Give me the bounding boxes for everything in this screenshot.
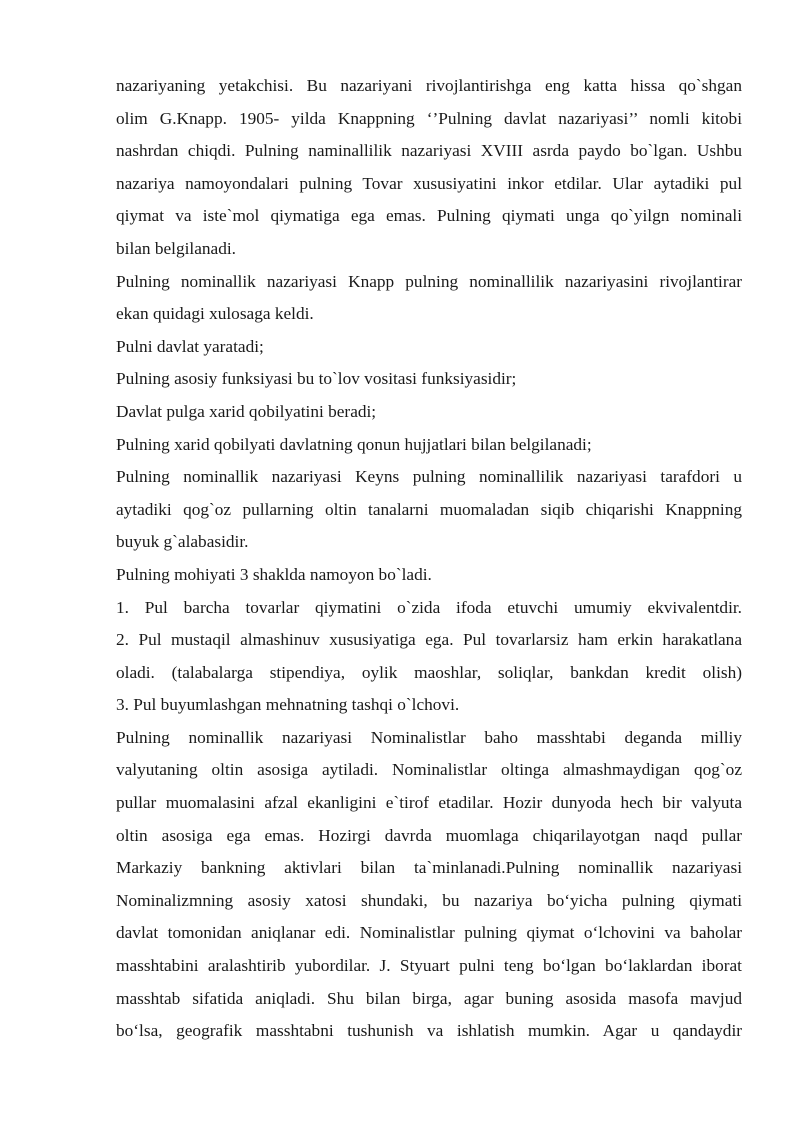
text-line: nazariyaning yetakchisi. Bu nazariyani rivojlantirishga eng katta hissa qo`shgan bbox=[116, 76, 742, 95]
text-line: Nominalizmning asosiy xatosi shundaki, bu nazariya bo‘yicha pulning qiymati bbox=[116, 890, 742, 910]
text-line: aytadiki qog`oz pullarning oltin tanalarni muomaladan siqib chiqarishi Knappning bbox=[116, 499, 742, 519]
text-line: 2. Pul mustaqil almashinuv xususiyatiga ega. Pul tovarlarsiz ham erkin harakatlana bbox=[116, 630, 742, 650]
text-line: bilan belgilanadi. bbox=[116, 238, 236, 258]
text-line: Pulning nominallik nazariyasi Nominalistlar baho masshtabi deganda milliy bbox=[116, 727, 742, 747]
text-line: masshtabini aralashtirib yubordilar. J. Styuart pulni teng bo‘lgan bo‘laklardan iborat bbox=[116, 956, 742, 976]
text-line: Davlat pulga xarid qobilyatini beradi; bbox=[116, 401, 377, 421]
document-body bbox=[116, 70, 742, 1048]
text-line: olim G.Knapp. 1905- yilda Knappning ‘’Pulning davlat nazariyasi’’ nomli kitobi bbox=[116, 108, 742, 128]
text-line: Pulning mohiyati 3 shaklda namoyon bo`ladi. bbox=[116, 564, 432, 584]
text-line: Pulning asosiy funksiyasi bu to`lov vositasi funksiyasidir; bbox=[116, 369, 517, 389]
text-line: Markaziy bankning aktivlari bilan ta`minlanadi.Pulning nominallik nazariyasi bbox=[116, 858, 742, 878]
text-line: davlat tomonidan aniqlanar edi. Nominalistlar pulning qiymat o‘lchovini va baholar bbox=[116, 923, 742, 943]
text-line: oltin asosiga ega emas. Hozirgi davrda muomlaga chiqarilayotgan naqd pullar bbox=[116, 825, 742, 845]
text-line: ekan quidagi xulosaga keldi. bbox=[116, 304, 314, 324]
text-line: masshtab sifatida aniqladi. Shu bilan birga, agar buning asosida masofa mavjud bbox=[116, 988, 742, 1008]
text-line: valyutaning oltin asosiga aytiladi. Nominalistlar oltinga almashmaydigan qog`oz bbox=[116, 760, 742, 780]
text-line: oladi. (talabalarga stipendiya, oylik maoshlar, soliqlar, bankdan kredit olish) bbox=[116, 662, 742, 682]
text-line: Pulning nominallik nazariyasi Keyns pulning nominallilik nazariyasi tarafdori u bbox=[116, 467, 742, 487]
text-line: qiymat va iste`mol qiymatiga ega emas. Pulning qiymati unga qo`yilgn nominali bbox=[116, 206, 742, 226]
text-line: nashrdan chiqdi. Pulning naminallilik nazariyasi XVIII asrda paydo bo`lgan. Ushbu bbox=[116, 141, 742, 161]
text-line: 3. Pul buyumlashgan mehnatning tashqi o`lchovi. bbox=[116, 695, 460, 715]
text-line: Pulning nominallik nazariyasi Knapp pulning nominallilik nazariyasini rivojlantirar bbox=[116, 271, 742, 291]
document-page bbox=[116, 70, 742, 1048]
text-line: pullar muomalasini afzal ekanligini e`tirof etadilar. Hozir dunyoda hech bir valyuta bbox=[116, 793, 742, 813]
text-line: Pulning xarid qobilyati davlatning qonun hujjatlari bilan belgilanadi; bbox=[116, 434, 592, 454]
text-line: bo‘lsa, geografik masshtabni tushunish va ishlatish mumkin. Agar u qandaydir bbox=[116, 1021, 742, 1041]
text-line: nazariya namoyondalari pulning Tovar xususiyatini inkor etdilar. Ular aytadiki pul bbox=[116, 173, 742, 193]
text-line: 1. Pul barcha tovarlar qiymatini o`zida ifoda etuvchi umumiy ekvivalentdir. bbox=[116, 597, 742, 617]
text-line: Pulni davlat yaratadi; bbox=[116, 336, 264, 356]
text-line: buyuk g`alabasidir. bbox=[116, 532, 249, 552]
